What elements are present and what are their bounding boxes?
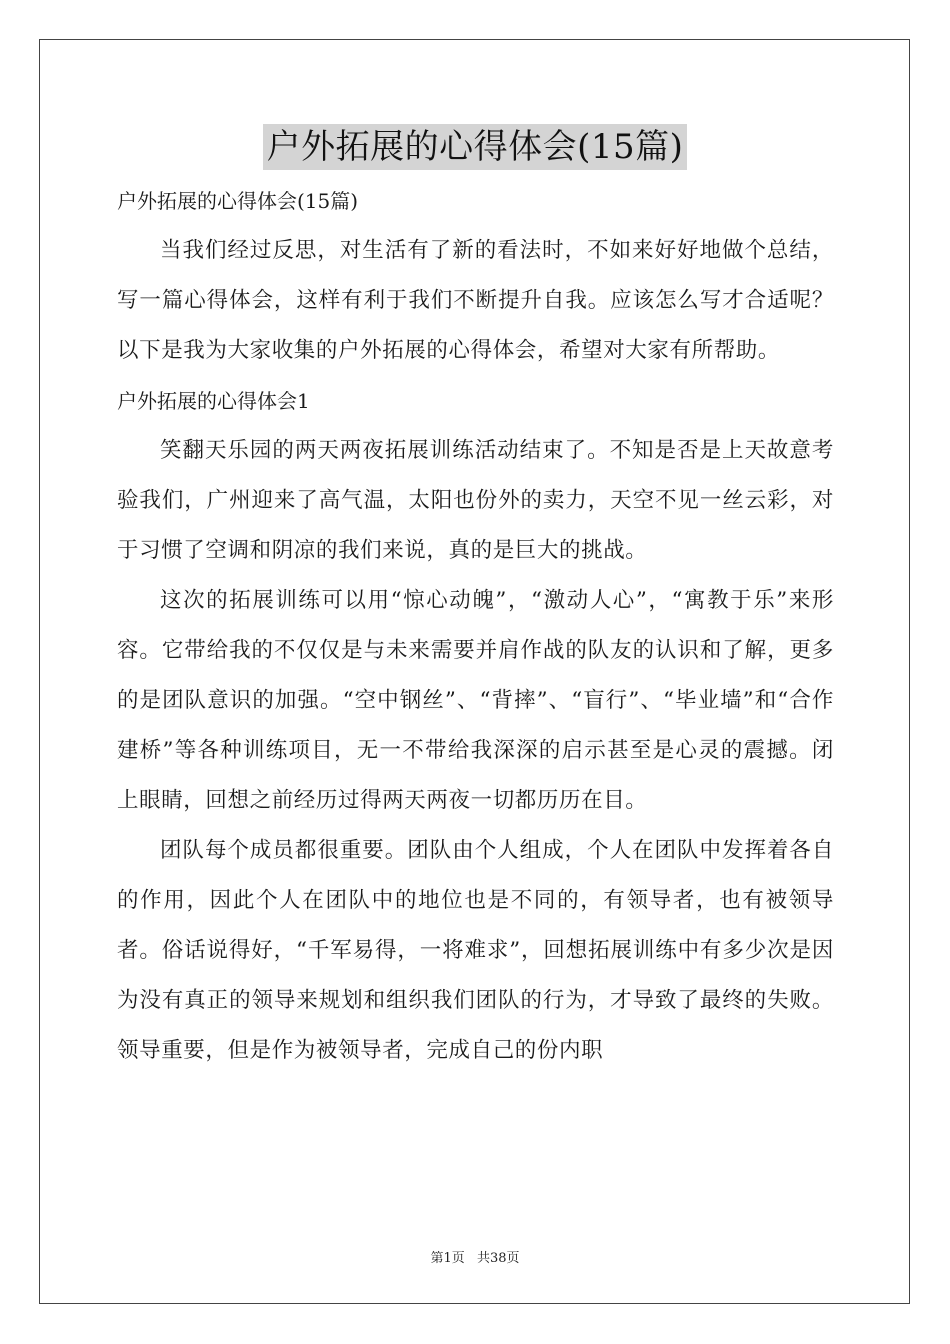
document-body — [117, 176, 834, 1076]
section-paragraph-3: 团队每个成员都很重要。团队由个人组成，个人在团队中发挥着各自的作用，因此个人在团队中的地位也是不同的，有领导者，也有被领导者。俗话说得好，“千军易得，一将难求”，回想拓展训练中有多少次是因为没有真正的领导来规划和组织我们团队的行为，才导致了最终的失败。领导重要，但是作为被领导者，完成自己的份内职 — [117, 838, 834, 1063]
page-total: 共38页 — [476, 1251, 520, 1266]
intro-paragraph: 当我们经过反思，对生活有了新的看法时，不如来好好地做个总结，写一篇心得体会，这样有利于我们不断提升自我。应该怎么写才合适呢？以下是我为大家收集的户外拓展的心得体会，希望对大家有所帮助。 — [117, 238, 834, 363]
document-subtitle: 户外拓展的心得体会(15篇) — [117, 189, 359, 213]
page-number: 第1页 — [430, 1251, 465, 1266]
title-container — [0, 124, 950, 170]
page-footer — [0, 1247, 950, 1266]
section-paragraph-2: 这次的拓展训练可以用“惊心动魄”，“激动人心”，“寓教于乐”来形容。它带给我的不仅仅是与未来需要并肩作战的队友的认识和了解，更多的是团队意识的加强。“空中钢丝”、“背摔”、“盲行”、“毕业墙”和“合作建桥”等各种训练项目，无一不带给我深深的启示甚至是心灵的震撼。闭上眼睛，回想之前经历过得两天两夜一切都历历在目。 — [117, 588, 834, 813]
section-paragraph-1: 笑翻天乐园的两天两夜拓展训练活动结束了。不知是否是上天故意考验我们，广州迎来了高气温，太阳也份外的卖力，天空不见一丝云彩，对于习惯了空调和阴凉的我们来说，真的是巨大的挑战。 — [117, 438, 834, 563]
document-title: 户外拓展的心得体会(15篇) — [263, 124, 688, 170]
section-heading: 户外拓展的心得体会1 — [117, 389, 310, 413]
